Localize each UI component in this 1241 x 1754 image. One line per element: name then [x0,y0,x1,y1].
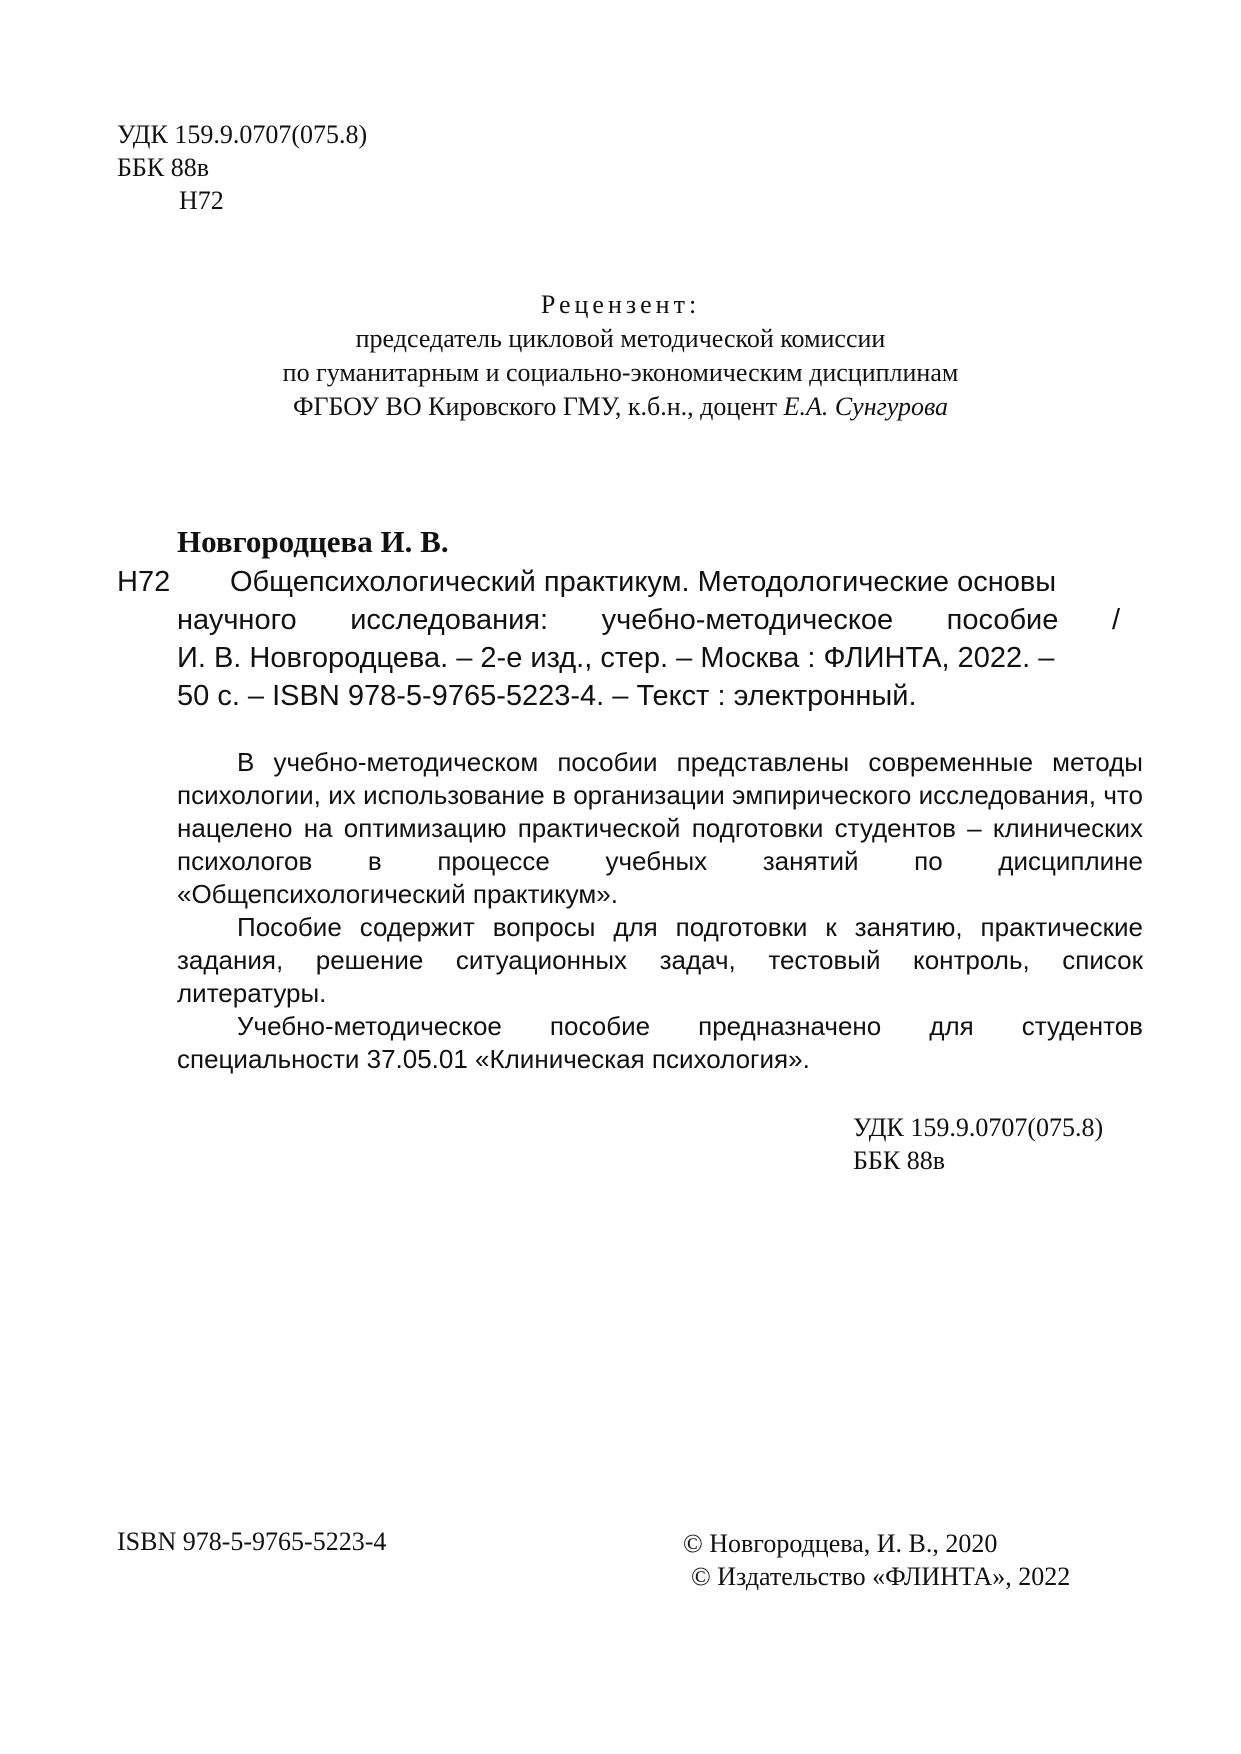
reviewer-line-2: по гуманитарным и социально-экономическим дисциплинам [282,358,959,387]
udk-code-bottom: УДК 159.9.0707(075.8) [853,1113,1104,1142]
reviewer-line-3 [0,390,1241,424]
annotation-paragraph-1: В учебно-методическом пособии представлены современные методы психологии, их использование в организации эмпирического исследования, что нацелено на оптимизацию практической подготовки студентов – клинических психологов в процессе учебных занятий по дисциплине «Общепсихологический практикум». [177,747,1143,909]
copyright-author: © Новгородцева, И. В., 2020 [683,1529,998,1558]
bbk-code-bottom: ББК 88в [853,1146,945,1175]
reviewer-block [0,288,1241,424]
annotation-paragraph-3: Учебно-методическое пособие предназначено для студентов специальности 37.05.01 «Клиническая психология». [177,1011,1143,1074]
isbn: ISBN 978-5-9765-5223-4 [117,1527,387,1556]
bib-author-mark: Н72 [117,566,171,598]
udk-block-top [117,118,367,217]
annotation-paragraph-2: Пособие содержит вопросы для подготовки к занятию, практические задания, решение ситуационных задач, тестовый контроль, список литературы. [177,912,1143,1008]
bibliographic-record [117,563,1120,715]
bib-line-2: научного исследования: учебно-методическое пособие / [177,604,1120,636]
bib-line-4: 50 с. – ISBN 978-5-9765-5223-4. – Текст : электронный. [177,680,917,712]
annotation [177,746,1143,1076]
udk-block-bottom [853,1111,1103,1177]
reviewer-affiliation: ФГБОУ ВО Кировского ГМУ, к.б.н., доцент [292,392,784,421]
bib-line-3: И. В. Новгородцева. – 2-е изд., стер. – Москва : ФЛИНТА, 2022. – [177,642,1055,674]
reviewer-name: Е.А. Сунгурова [783,392,949,421]
author-mark: Н72 [179,186,224,215]
author-heading: Новгородцева И. В. [177,524,449,559]
reviewer-line-1: председатель цикловой методической комиссии [355,324,886,353]
reviewer-label: Рецензент: [540,290,701,319]
bbk-code: ББК 88в [117,153,209,182]
bib-line-1: Общепсихологический практикум. Методологические основы [230,566,1057,598]
udk-code: УДК 159.9.0707(075.8) [117,120,368,149]
copyright-publisher: © Издательство «ФЛИНТА», 2022 [691,1562,1071,1591]
copyright-block [683,1527,1070,1593]
